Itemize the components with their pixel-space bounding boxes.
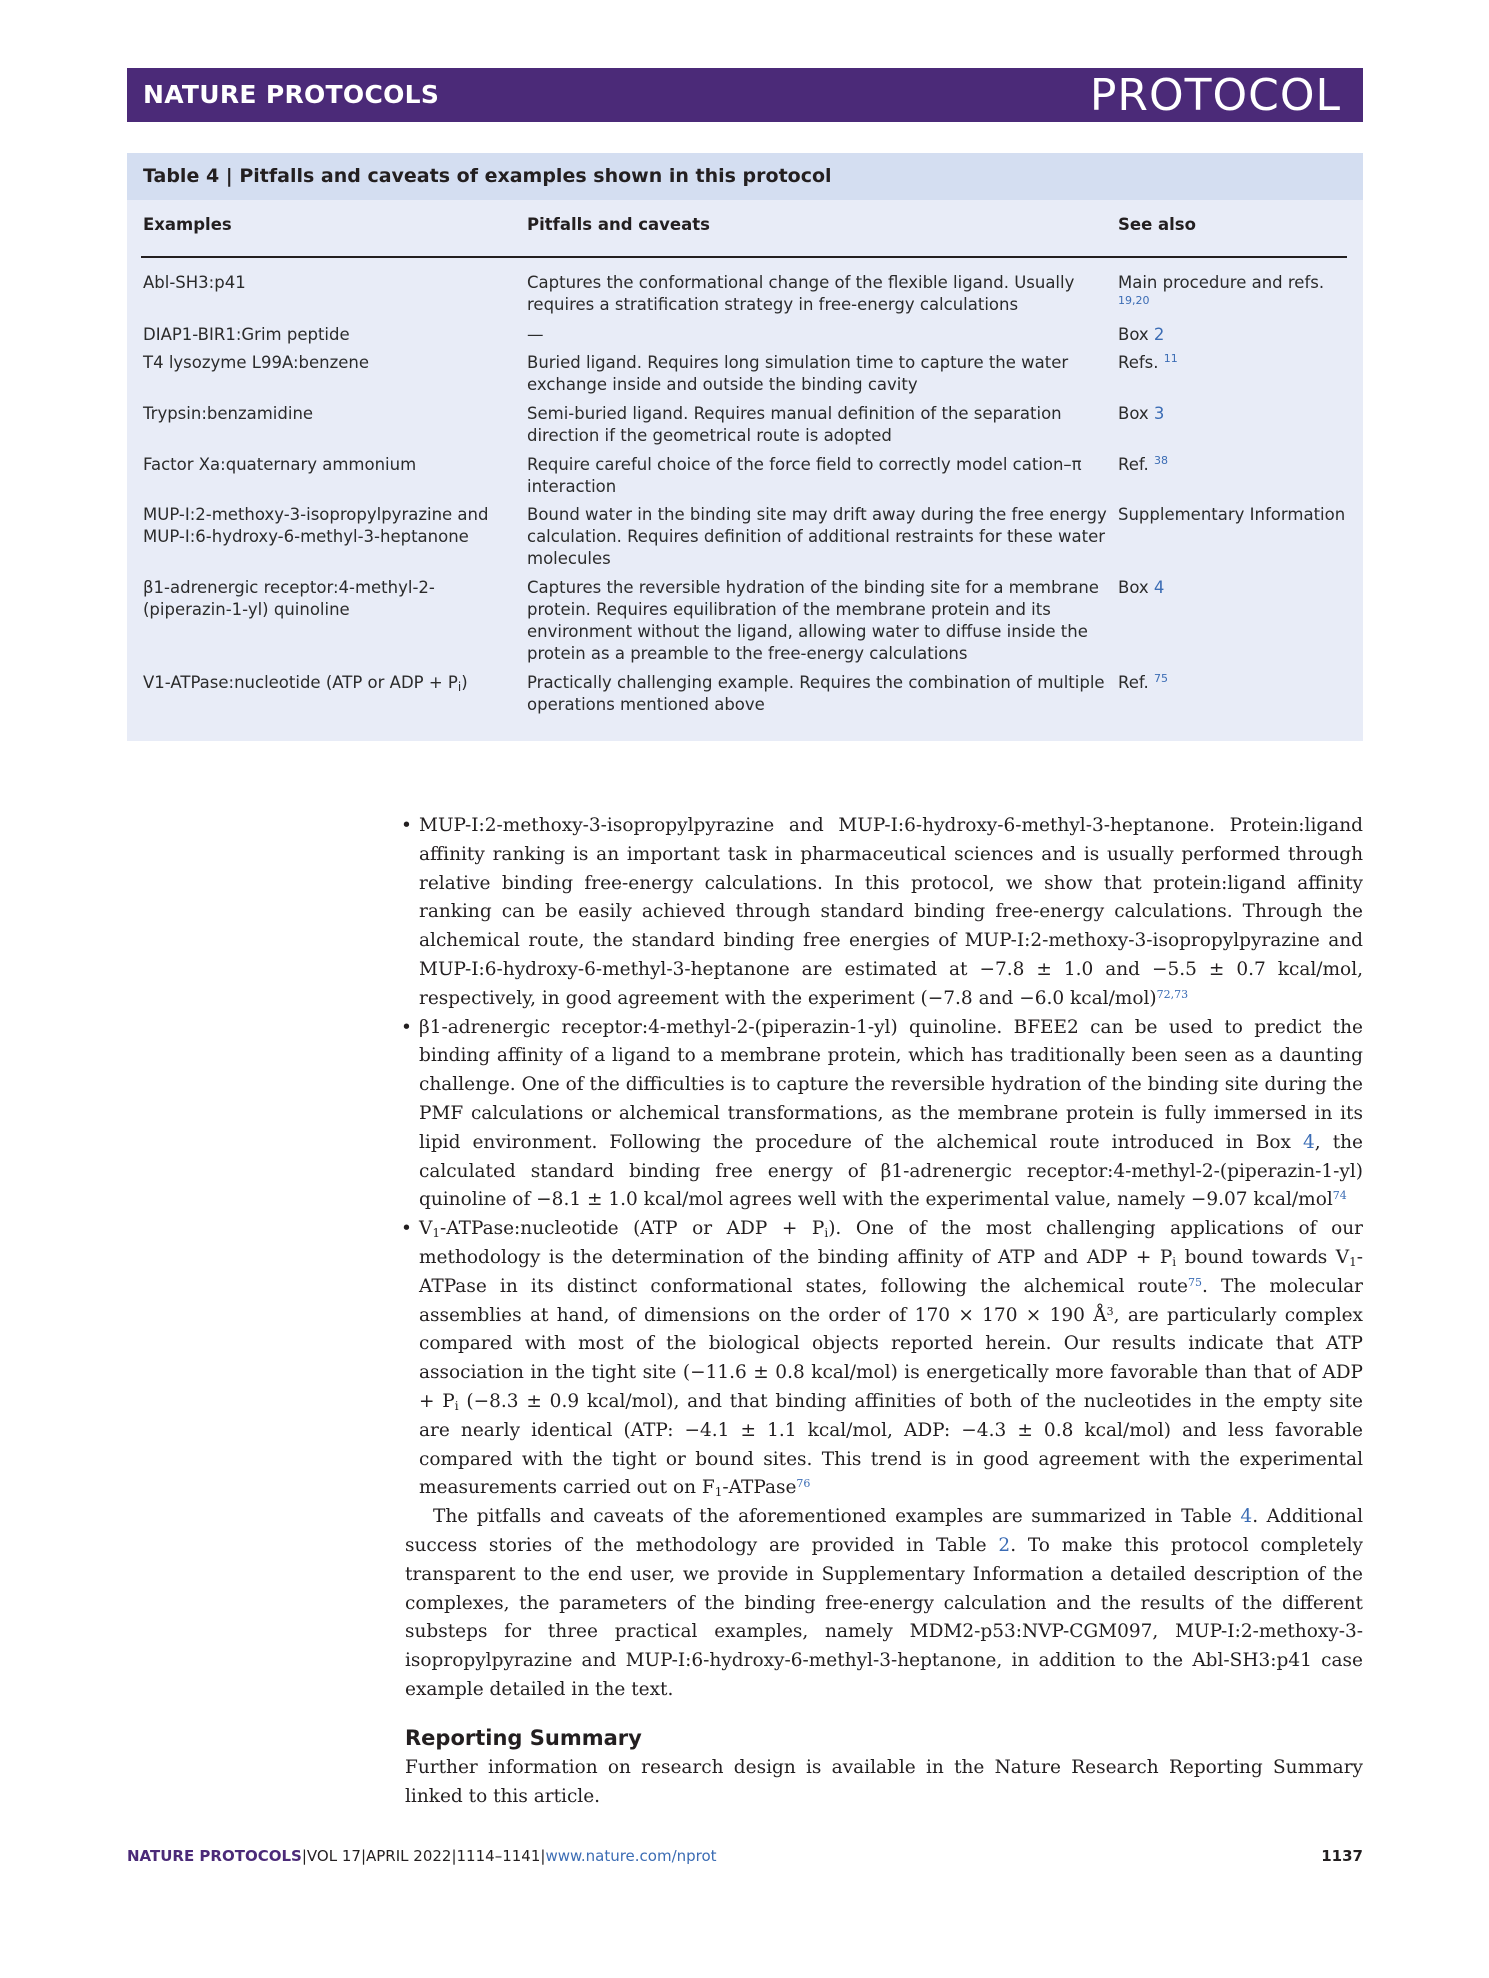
table-row-pitfalls: Bound water in the binding site may drift away during the free energy calculation. Requires definition of additional restraints for these water molecules bbox=[527, 505, 1107, 568]
article-body bbox=[401, 812, 1363, 1705]
table-row-pitfalls: — bbox=[527, 325, 544, 344]
table-row-pitfalls: Captures the conformational change of the flexible ligand. Usually requires a stratification strategy in free-energy calculations bbox=[527, 273, 1075, 314]
footer-pages: 1114–1141 bbox=[456, 1847, 541, 1865]
table-row-example: Trypsin:benzamidine bbox=[143, 404, 314, 423]
article-type: PROTOCOL bbox=[1089, 70, 1341, 121]
ref-link[interactable]: 11 bbox=[1163, 352, 1178, 365]
box-link[interactable]: 3 bbox=[1153, 404, 1165, 423]
table-row-example: DIAP1-BIR1:Grim peptide bbox=[143, 325, 350, 344]
table-row-see-also: Refs. $^{11}$ bbox=[1118, 352, 1178, 372]
table-row-see-also: Ref. $^{38}$ bbox=[1118, 454, 1168, 474]
table-row-example: Abl-SH3:p41 bbox=[143, 273, 246, 292]
table-row-example: MUP-I:2-methoxy-3-isopropylpyrazine and MUP-I:6-hydroxy-6-methyl-3-heptanone bbox=[143, 505, 489, 546]
footer-journal: NATURE PROTOCOLS bbox=[127, 1847, 302, 1865]
table-row-example: V1-ATPase:nucleotide (ATP or ADP + $P_i$) bbox=[143, 673, 468, 694]
table-row-example: β1-adrenergic receptor:4-methyl-2-(piperazin-1-yl) quinoline bbox=[143, 578, 435, 619]
table-row-see-also: Supplementary Information bbox=[1118, 505, 1346, 524]
table-row-pitfalls: Require careful choice of the force field to correctly model cation–π interaction bbox=[527, 455, 1082, 496]
section-heading: Reporting Summary bbox=[405, 1726, 642, 1750]
footer-volume: VOL 17 bbox=[306, 1847, 361, 1865]
ref-link[interactable]: 19,20 bbox=[1118, 294, 1150, 307]
table-row-see-also: Ref. $^{75}$ bbox=[1118, 672, 1168, 692]
table-caption bbox=[127, 153, 1363, 200]
column-header-examples: Examples bbox=[143, 215, 232, 234]
ref-link[interactable]: 74 bbox=[1332, 1189, 1347, 1203]
column-header-see-also: See also bbox=[1118, 215, 1196, 234]
bullet-dot: • bbox=[401, 815, 412, 836]
table-row-example: Factor Xa:quaternary ammonium bbox=[143, 455, 417, 474]
header-bar bbox=[127, 68, 1363, 122]
table-link[interactable]: 4 bbox=[1240, 1506, 1253, 1528]
ref-link[interactable]: 38 bbox=[1153, 454, 1168, 467]
ref-link[interactable]: 75 bbox=[1153, 672, 1168, 685]
table-row-see-also: Main procedure and refs. $^{19,20}$ bbox=[1118, 273, 1325, 307]
table-row-see-also: Box 2 bbox=[1118, 325, 1165, 344]
page-footer: NATURE PROTOCOLS|VOL 17|APRIL 2022|1114–1141|www.nature.com/nprot 1137 bbox=[127, 1847, 1363, 1865]
box-link[interactable]: 4 bbox=[1302, 1131, 1315, 1153]
page-number: 1137 bbox=[1321, 1847, 1363, 1865]
table-row-pitfalls: Semi-buried ligand. Requires manual definition of the separation direction if the geometrical route is adopted bbox=[527, 404, 1062, 445]
bullet-beta1-adrenergic: • β1-adrenergic receptor:4-methyl-2-(piperazin-1-yl) quinoline. BFEE2 can be used to predict the binding affinity of a ligand to a membrane protein, which has traditionally been seen as a daunting challenge. One of the difficulties is to capture the reversible hydration of the binding site during the PMF calculations or alchemical transformations, as the membrane protein is fully immersed in its lipid environment. Following the procedure of the alchemical route introduced in Box 4, the calculated standard binding free energy of β1-adrenergic receptor:4-methyl-2-(piperazin-1-yl) quinoline of −8.1 ± 1.0 kcal/mol agrees well with the experimental value, namely −9.07 kcal/mol$^{74}$ bbox=[405, 1014, 1363, 1216]
table-caption-text: Table 4 | Pitfalls and caveats of examples shown in this protocol bbox=[143, 165, 832, 187]
table-row-see-also: Box 4 bbox=[1118, 578, 1165, 597]
table-row-pitfalls: Captures the reversible hydration of the binding site for a membrane protein. Requires equilibration of the membrane protein and its environment without the ligand, allowing water to diffuse inside the protein as a preamble to the free-energy calculations bbox=[527, 578, 1099, 663]
table-row-pitfalls: Buried ligand. Requires long simulation time to capture the water exchange inside and outside the binding cavity bbox=[527, 353, 1069, 394]
column-header-pitfalls: Pitfalls and caveats bbox=[527, 215, 710, 234]
box-link[interactable]: 4 bbox=[1153, 578, 1165, 597]
summary-paragraph: The pitfalls and caveats of the aforementioned examples are summarized in Table 4. Additional success stories of the methodology are provided in Table 2. To make this protocol completely transparent to the end user, we provide in Supplementary Information a detailed description of the complexes, the parameters of the binding free-energy calculation and the results of the different substeps for three practical examples, namely MDM2-p53:NVP-CGM097, MUP-I:2-methoxy-3-isopropylpyrazine and MUP-I:6-hydroxy-6-methyl-3-heptanone, in addition to the Abl-SH3:p41 case example detailed in the text. bbox=[405, 1506, 1363, 1700]
reporting-summary bbox=[405, 1726, 1363, 1812]
reporting-text: Further information on research design is available in the Nature Research Reporting Summary linked to this article. bbox=[405, 1757, 1363, 1807]
box-link[interactable]: 2 bbox=[1153, 325, 1165, 344]
ref-link[interactable]: 72,73 bbox=[1156, 987, 1189, 1001]
bullet-v1-atpase: • $V_1-ATPase:nucleotide$ (ATP or ADP + $P_i$). One of the most challenging applications of our methodology is the determination of the binding affinity of ATP and ADP + $P_i$ bound towards $V_1$-ATPase in its distinct conformational states, following the alchemical route$^{75}$. The molecular assemblies at hand, of dimensions on the order of 170 × 170 × 190 $Å^3$, are particularly complex compared with most of the biological objects reported herein. Our results indicate that ATP association in the tight site (−11.6 ± 0.8 kcal/mol) is energetically more favorable than that of ADP + $P_i$ (−8.3 ± 0.9 kcal/mol), and that binding affinities of both of the nucleotides in the empty site are nearly identical (ATP: −4.1 ± 1.1 kcal/mol, ADP: −4.3 ± 0.8 kcal/mol) and less favorable compared with the tight or bound sites. This trend is in good agreement with the experimental measurements carried out on $F_1-ATPase^{76}$ bbox=[405, 1215, 1363, 1503]
table-link[interactable]: 2 bbox=[998, 1534, 1011, 1556]
bullet-dot: • bbox=[401, 1218, 412, 1240]
table-row-see-also: Box 3 bbox=[1118, 404, 1165, 423]
table-row-pitfalls: Practically challenging example. Requires the combination of multiple operations mentioned above bbox=[527, 673, 1105, 714]
journal-name: NATURE PROTOCOLS bbox=[143, 80, 440, 109]
header-rule bbox=[141, 256, 1347, 258]
bullet-dot: • bbox=[401, 1016, 412, 1038]
table-row-example: T4 lysozyme L99A:benzene bbox=[143, 353, 370, 372]
footer-date: APRIL 2022 bbox=[366, 1847, 452, 1865]
ref-link[interactable]: 76 bbox=[796, 1477, 811, 1491]
table-4 bbox=[127, 153, 1363, 741]
bullet-mup-i: • MUP-I:2-methoxy-3-isopropylpyrazine and MUP-I:6-hydroxy-6-methyl-3-heptanone. Protein:ligand affinity ranking is an important task in pharmaceutical sciences and is usually performed through relative binding free-energy calculations. In this protocol, we show that protein:ligand affinity ranking can be easily achieved through standard binding free-energy calculations. Through the alchemical route, the standard binding free energies of MUP-I:2-methoxy-3-isopropylpyrazine and MUP-I:6-hydroxy-6-methyl-3-heptanone are estimated at −7.8 ± 1.0 and −5.5 ± 0.7 kcal/mol, respectively, in good agreement with the experiment (−7.8 and −6.0 kcal/mol)$^{72,73}$ bbox=[405, 812, 1363, 1014]
ref-link[interactable]: 75 bbox=[1187, 1275, 1202, 1289]
footer-url-link[interactable]: www.nature.com/nprot bbox=[545, 1847, 717, 1865]
